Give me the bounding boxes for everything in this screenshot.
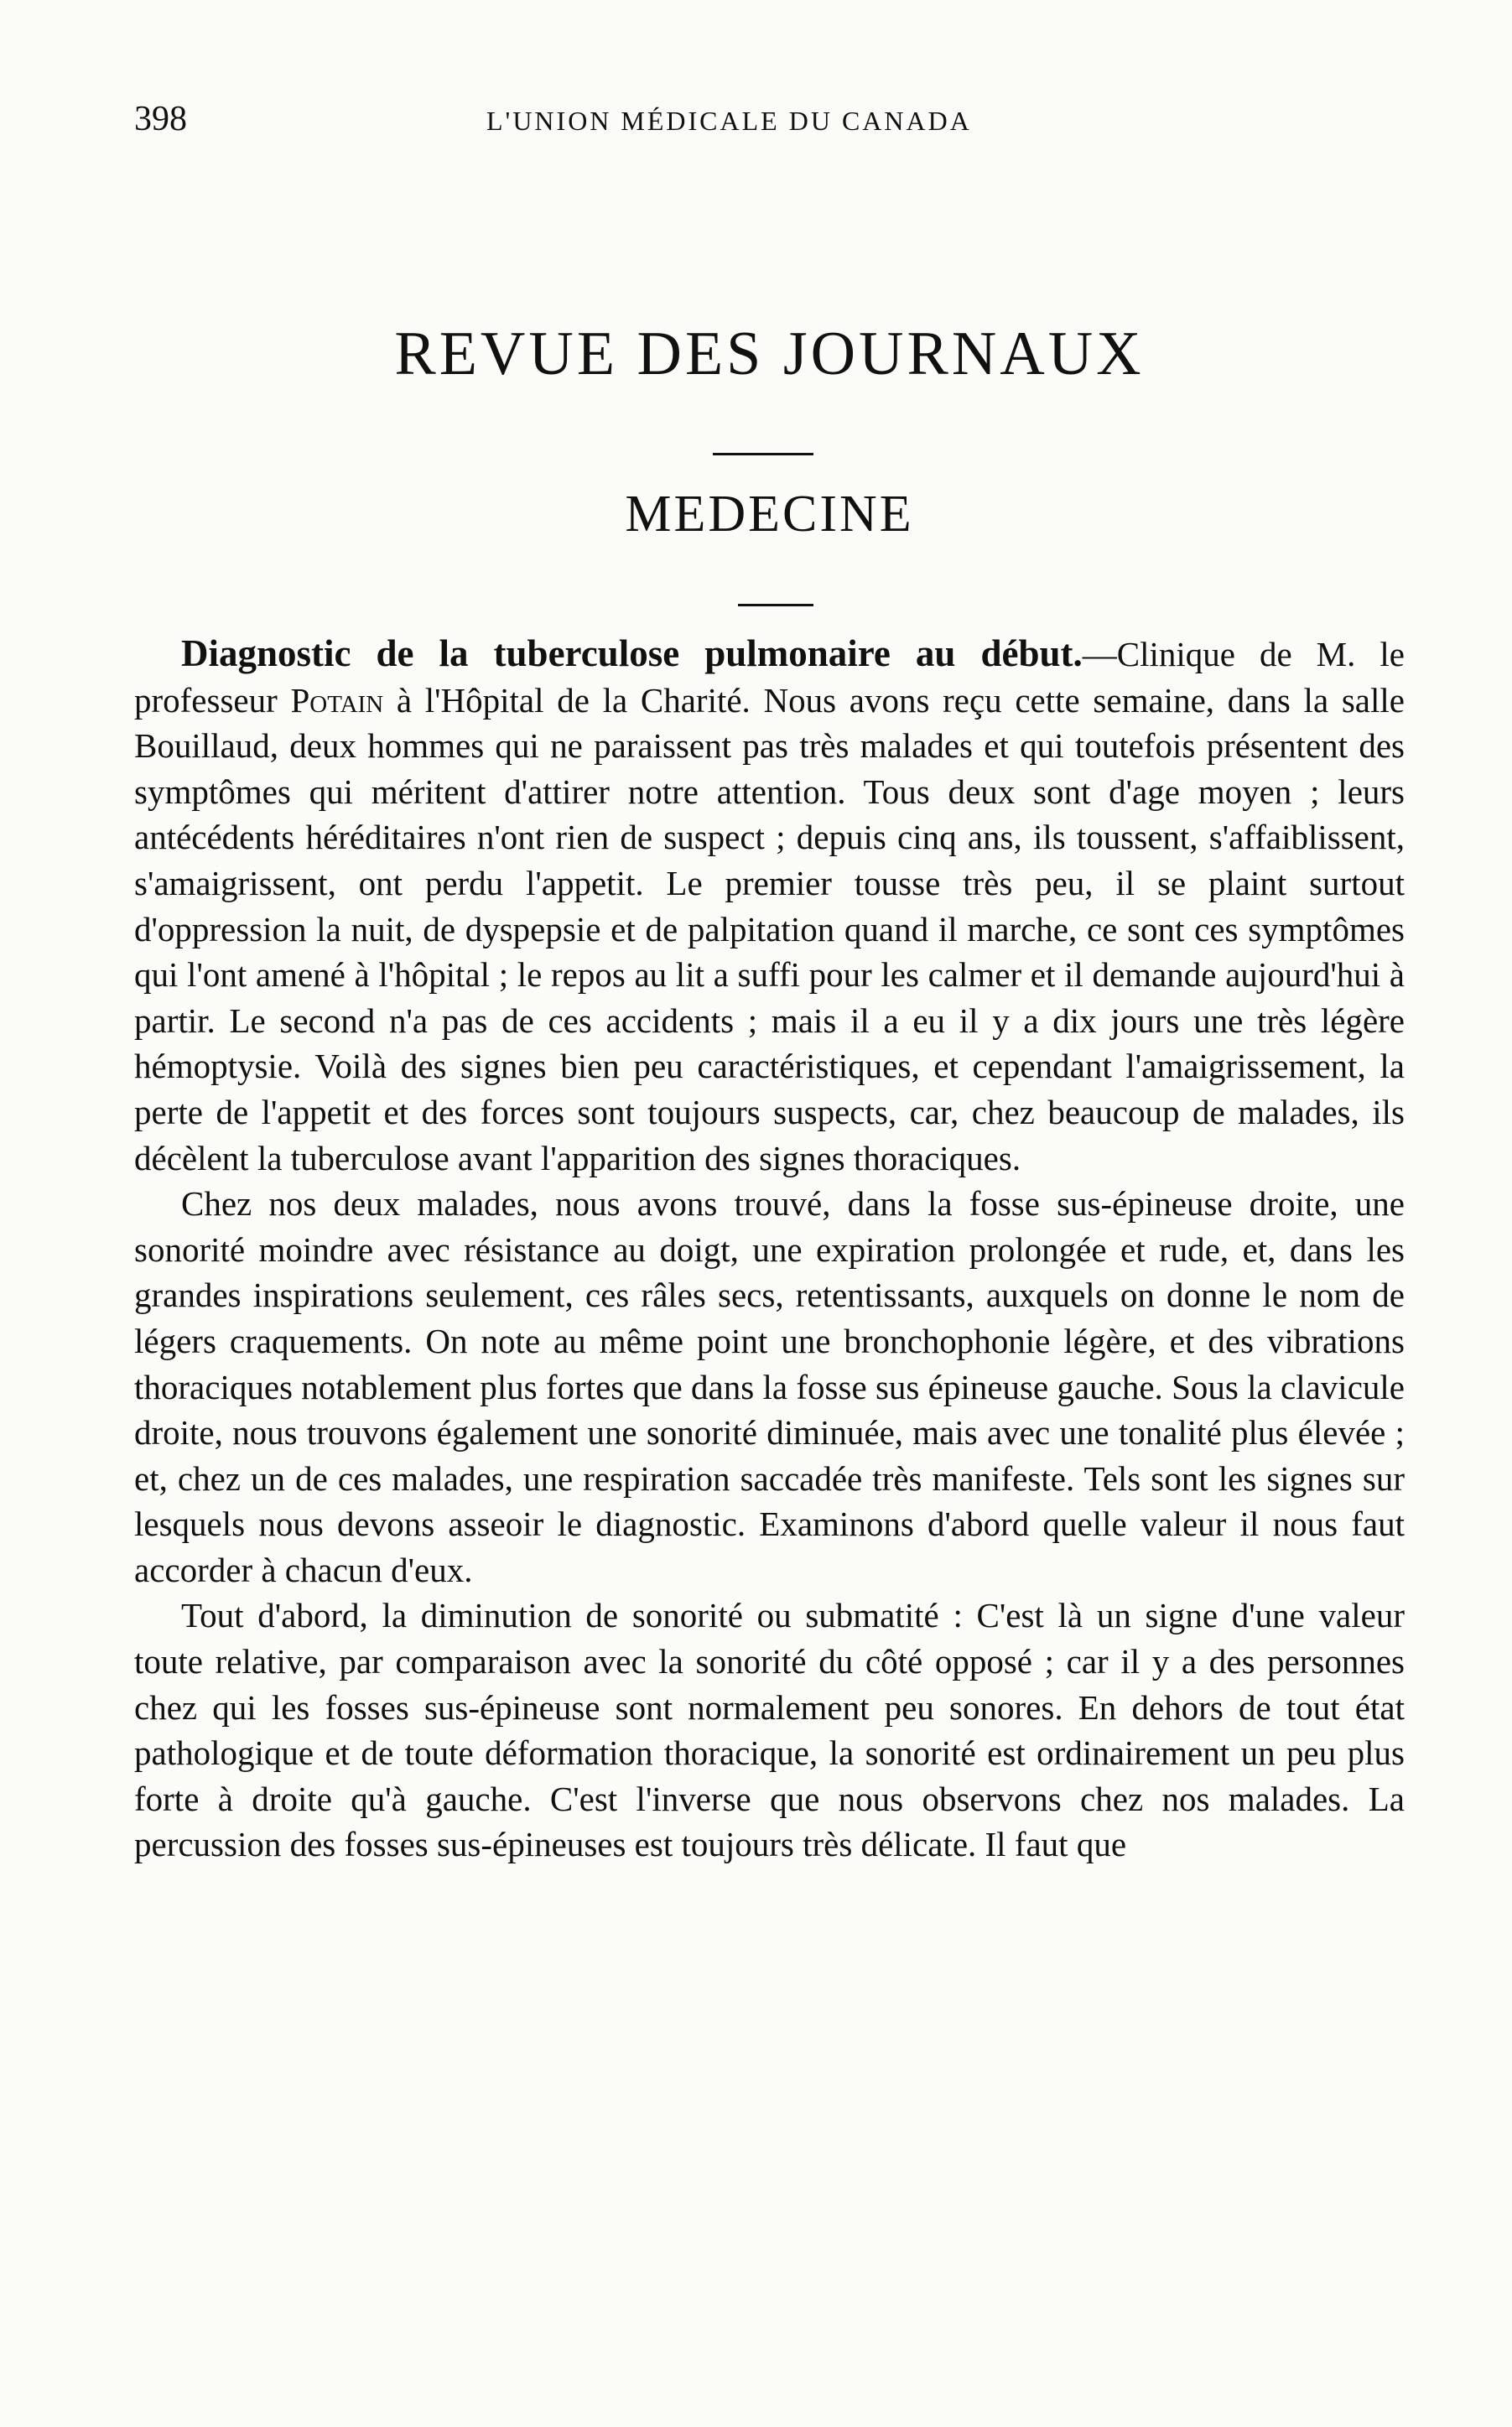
section-divider [713,453,813,455]
section-title: REVUE DES JOURNAUX [394,320,1145,388]
subsection-title: MEDECINE [625,486,914,543]
professor-name: Potain [290,680,384,720]
paragraph-3: Tout d'abord, la diminution de sonorité ou submatité : C'est là un signe d'une valeur toute relative, par comparaison avec la sonorité du côté opposé ; car il y a des personnes chez qui les fosses sus-épineuse sont normalement peu sonores. En dehors de tout état pathologique et de toute déformation thoracique, la sonorité est ordinairement un peu plus forte à droite qu'à gauche. C'est l'inverse que nous observons chez nos malades. La percussion des fosses sus-épineuses est toujours très délicate. Il faut que [134,1596,1405,1864]
article-body [134,631,1405,1868]
paragraph-1 [134,631,1405,1181]
article-title: Diagnostic de la tuberculose pulmonaire au début. [181,632,1083,674]
journal-title: L'UNION MÉDICALE DU CANADA [486,106,972,136]
running-head [134,99,1405,149]
paragraph-2: Chez nos deux malades, nous avons trouvé, dans la fosse sus-épineuse droite, une sonorité moindre avec résistance au doigt, une expiration prolongée et rude, et, dans les grandes inspirations seulement, ces râles secs, retentissants, auxquels on donne le nom de légers craquements. On note au même point une bronchophonie légère, et des vibrations thoraciques notablement plus fortes que dans la fosse sus épineuse gauche. Sous la clavicule droite, nous trouvons également une sonorité diminuée, mais avec une tonalité plus élevée ; et, chez un de ces malades, une respiration saccadée très manifeste. Tels sont les signes sur lesquels nous devons asseoir le diagnostic. Examinons d'abord quelle valeur il nous faut accorder à chacun d'eux. [134,1184,1405,1589]
page-number: 398 [134,100,187,138]
intro-after-name: à l'Hôpital de la Charité. Nous avons reçu cette semaine, dans la salle Bouillaud, deux hommes qui ne paraissent pas très malades et qui toutefois présentent des symptômes qui méritent d'attirer notre attention. Tous deux sont d'age moyen ; leurs antécédents héréditaires n'ont rien de suspect ; depuis cinq ans, ils toussent, s'affaiblissent, s'amaigrissent, ont perdu l'appetit. Le premier tousse très peu, il se plaint surtout d'oppression la nuit, de dyspepsie et de palpitation quand il marche, ce sont ces symptômes qui l'ont amené à l'hôpital ; le repos au lit a suffi pour les calmer et il demande aujourd'hui à partir. Le second n'a pas de ces accidents ; mais il a eu il y a dix jours une très légère hémoptysie. Voilà des signes bien peu caractéristiques, et cependant l'amaigrissement, la perte de l'appetit et des forces sont toujours suspects, car, chez beaucoup de malades, ils décèlent la tuberculose avant l'apparition des signes thoraciques. [134,680,1405,1177]
intro-before-name: —Clinique de M. le professeur [134,635,1405,720]
subsection-divider [738,604,813,606]
